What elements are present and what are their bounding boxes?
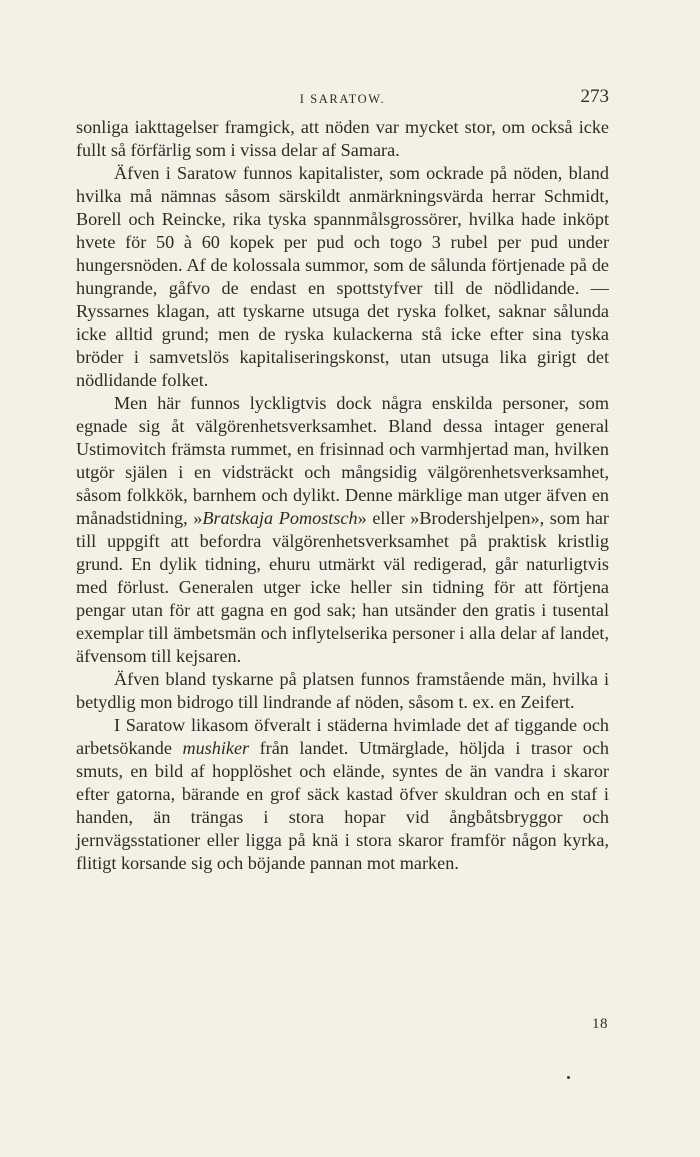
paragraph-5-text-after: från landet. Utmärglade, höljda i trasor och smuts, en bild af hopplöshet och elände, syntes de än vandra i skaror efter gatorna, bärande en grof säck kastad öfver skuldran och en staf i handen, än trängas i stora hopar vid ångbåtsbryggor och jernvägsstationer eller ligga på knä i stora skaror framför någon kyrka, flitigt korsande sig och böjande pannan mot marken. bbox=[76, 738, 610, 873]
running-head bbox=[76, 86, 609, 110]
page-number: 273 bbox=[580, 86, 609, 107]
paragraph-3-text-before: Men här funnos lyckligtvis dock några enskilda personer, som egnade sig åt välgörenhetsverksamhet. Bland dessa intager general Ustimovitch främsta rummet, en frisinnad och varmhjertad man, hvilken utgör själen i en vidsträckt och mångsidig välgörenhetsverksamhet, såsom folkkök, barnhem och dylikt. Denne märklige man utger äfven en månadstidning, » bbox=[76, 393, 609, 528]
paragraph-1 bbox=[76, 116, 609, 162]
paragraph-2 bbox=[76, 162, 609, 392]
paragraph-3-text-after: » eller »Brodershjelpen», som har till uppgift att befordra välgörenhetsverksamhet på praktisk kristlig grund. En dylik tidning, ehuru utmärkt väl redigerad, går naturligtvis med förlust. Generalen utger icke heller sin tidning för att förtjena pengar utan för att gagna en god sak; han utsänder den gratis i tusental exemplar till ämbetsmän och inflytelserika personer i alla delar af landet, äfvensom till kejsaren. bbox=[76, 508, 609, 666]
paragraph-5-text-before: I Saratow likasom öfveralt i städerna hvimlade det af tiggande och arbetsökande bbox=[76, 715, 609, 758]
newspaper-title: Bratskaja Pomostsch bbox=[202, 508, 358, 528]
paragraph-1-text: sonliga iakttagelser framgick, att nöden var mycket stor, om också icke fullt så förfärlig som i vissa delar af Samara. bbox=[76, 117, 609, 160]
paragraph-3 bbox=[76, 392, 609, 668]
paragraph-4-text: Äfven bland tyskarne på platsen funnos framstående män, hvilka i betydlig mon bidrogo till lindrande af nöden, såsom t. ex. en Zeifert. bbox=[76, 669, 609, 712]
ink-speck bbox=[567, 1076, 570, 1079]
signature-mark: 18 bbox=[592, 1016, 608, 1032]
paragraph-4 bbox=[76, 668, 609, 714]
running-title: I SARATOW. bbox=[299, 92, 386, 106]
paragraph-2-text: Äfven i Saratow funnos kapitalister, som ockrade på nöden, bland hvilka må nämnas såsom särskildt anmärkningsvärda herrar Schmidt, Borell och Reincke, rika tyska spannmålsgrossörer, hvilka hade inköpt hvete för 50 à 60 kopek per pud och togo 3 rubel per pud under hungersnöden. Af de kolossala summor, som de sålunda förtjenade på de hungrande, gåfvo de endast en spottstyfver till de nödlidande. — Ryssarnes klagan, att tyskarne utsuga det ryska folket, saknar sålunda icke alltid grund; men de ryska kulackerna stå icke efter sina tyska bröder i samvetslös kapitaliseringskonst, utan utsuga lika girigt det nödlidande folket. bbox=[76, 163, 609, 390]
paragraph-5 bbox=[76, 714, 609, 875]
body-text bbox=[76, 116, 609, 875]
term-mushiker: mushiker bbox=[182, 738, 250, 758]
